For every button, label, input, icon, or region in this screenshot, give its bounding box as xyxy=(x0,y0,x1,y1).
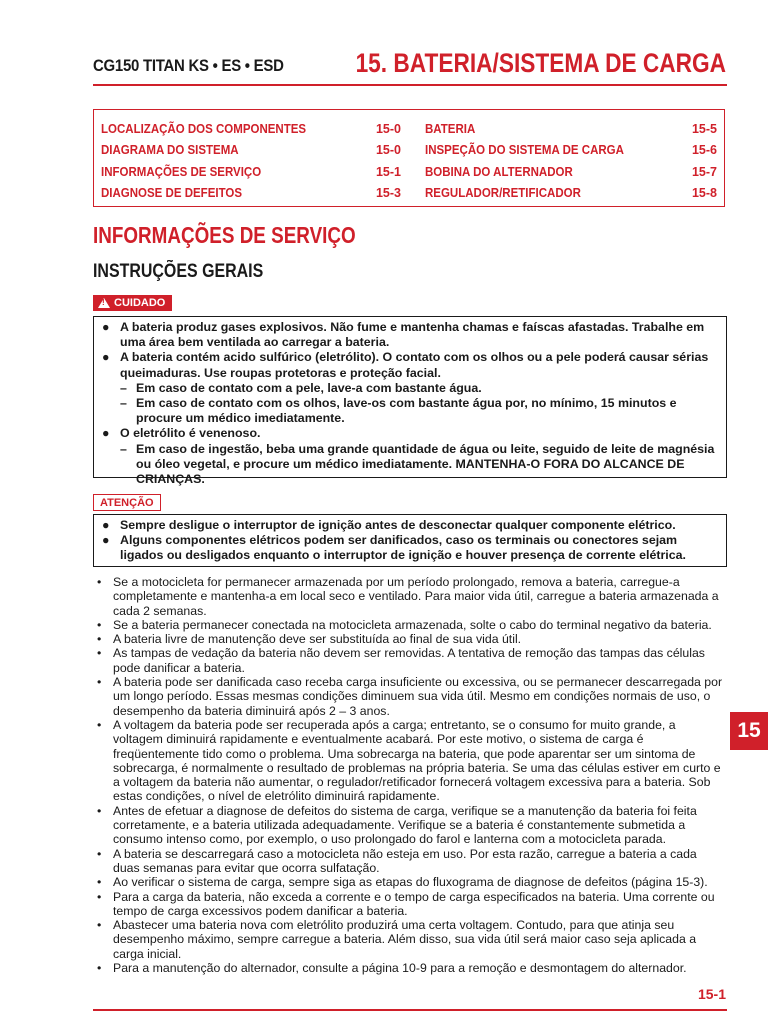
list-item xyxy=(93,918,723,961)
dash-marker: – xyxy=(120,441,127,456)
toc-entry[interactable] xyxy=(425,183,717,205)
caution-text: Em caso de contato com os olhos, lave-os com bastante água por, no mínimo, 15 minutos e procure um médico imediatamente. xyxy=(136,396,677,426)
attention-text: Sempre desligue o interruptor de ignição antes de desconectar qualquer componente elétrico. xyxy=(120,518,676,532)
bullet-icon: ● xyxy=(102,533,110,548)
instruction-list xyxy=(93,575,723,975)
toc-entry-page: 15-8 xyxy=(691,186,717,201)
chapter-tab[interactable]: 15 xyxy=(730,712,768,750)
toc-entry-page: 15-5 xyxy=(691,121,717,136)
toc-entry-page: 15-6 xyxy=(691,143,717,158)
dash-marker: – xyxy=(120,380,127,395)
header-divider xyxy=(93,84,727,86)
caution-label: CUIDADO xyxy=(114,297,166,309)
bullet-icon: ● xyxy=(102,350,110,365)
toc-entry-label: DIAGRAMA DO SISTEMA xyxy=(101,143,239,158)
attention-box xyxy=(93,514,727,567)
list-item xyxy=(93,961,723,975)
page-number: 15-1 xyxy=(697,986,726,1002)
caution-text: Em caso de ingestão, beba uma grande quantidade de água ou leite, seguido de leite de magnésia ou óleo vegetal, e procure um médico imediatamente. MANTENHA-O FORA DO ALCANCE DE CRIANÇAS. xyxy=(136,441,715,487)
bullet-icon: • xyxy=(97,889,102,904)
caution-text: A bateria contém acido sulfúrico (eletrólito). O contato com os olhos ou a pele poderá causar sérias queimaduras. Use roupas protetoras e proteção facial. xyxy=(120,350,709,380)
subsection-title: INSTRUÇÕES GERAIS xyxy=(93,261,264,282)
bullet-icon: • xyxy=(97,675,102,690)
caution-item xyxy=(102,426,718,441)
caution-subitem xyxy=(102,381,718,396)
list-item-text: Para a carga da bateria, não exceda a corrente e o tempo de carga especificados na bateria. Uma corrente ou tempo de carga excessivos podem danificar a bateria. xyxy=(113,889,715,918)
toc-entry-page: 15-7 xyxy=(691,164,717,179)
footer-divider xyxy=(93,1009,727,1011)
caution-box xyxy=(93,316,727,487)
caution-item xyxy=(102,350,718,380)
list-item xyxy=(93,890,723,919)
bullet-icon: • xyxy=(97,646,102,661)
table-of-contents xyxy=(93,109,725,207)
toc-entry-page: 15-3 xyxy=(375,186,401,201)
bullet-icon: • xyxy=(97,961,102,976)
toc-entry[interactable] xyxy=(425,118,717,140)
toc-entry[interactable] xyxy=(101,118,401,140)
toc-entry-page: 15-1 xyxy=(375,164,401,179)
list-item xyxy=(93,575,723,618)
model-name: CG150 TITAN KS • ES • ESD xyxy=(93,56,284,75)
toc-entry[interactable] xyxy=(425,161,717,183)
list-item xyxy=(93,804,723,847)
attention-item xyxy=(102,533,718,563)
list-item xyxy=(93,675,723,718)
attention-badge: ATENÇÃO xyxy=(93,494,161,511)
bullet-icon: • xyxy=(97,717,102,732)
list-item xyxy=(93,718,723,804)
section-title: INFORMAÇÕES DE SERVIÇO xyxy=(93,222,356,248)
caution-badge xyxy=(93,295,172,311)
list-item-text: Antes de efetuar a diagnose de defeitos do sistema de carga, verifique se a manutenção da bateria foi feita corretamente, e a bateria utilizada adequadamente. Verifique se a bateria é constantemente submetida a consumo intenso como, por exemplo, o uso prolongado do farol e lanterna com a motocicleta parada. xyxy=(113,803,697,847)
attention-item xyxy=(102,518,718,533)
toc-entry-page: 15-0 xyxy=(375,121,401,136)
caution-text: O eletrólito é venenoso. xyxy=(120,426,261,441)
bullet-icon: ● xyxy=(102,320,110,334)
bullet-icon: • xyxy=(97,875,102,890)
warning-triangle-icon xyxy=(98,298,110,308)
caution-item xyxy=(102,320,718,350)
toc-entry-label: INSPEÇÃO DO SISTEMA DE CARGA xyxy=(425,143,624,158)
bullet-icon: ● xyxy=(102,426,110,441)
attention-text: Alguns componentes elétricos podem ser danificados, caso os terminais ou conectores sejam ligados ou desligados enquanto o interruptor de ignição e houver presença de corrente elétrica. xyxy=(120,533,686,563)
dash-marker: – xyxy=(120,396,127,411)
caution-subitem xyxy=(102,396,718,426)
bullet-icon: • xyxy=(97,632,102,647)
list-item-text: A voltagem da bateria pode ser recuperada após a carga; entretanto, se o consumo for muito grande, a voltagem diminuirá rapidamente e eventualmente acabará. Por este motivo, o sistema de carga é freqüentemente tido como o problema. Uma sobrecarga na bateria, que pode aparentar ser um sintoma de sobrecarga, é normalmente o resultado de problemas na própria bateria. Se uma das células estiver em curto e a voltagem da bateria não aumentar, o regulador/retificador fornecerá voltagem excessiva para a bateria. Sob estas condições, o nível de eletrólito diminuirá rapidamente. xyxy=(113,717,721,804)
toc-entry-label: DIAGNOSE DE DEFEITOS xyxy=(101,186,243,201)
toc-entry-label: REGULADOR/RETIFICADOR xyxy=(425,186,581,201)
list-item-text: Para a manutenção do alternador, consulte a página 10-9 para a remoção e desmontagem do alternador. xyxy=(113,961,687,976)
bullet-icon: ● xyxy=(102,518,110,532)
toc-left-column xyxy=(101,118,401,204)
bullet-icon: • xyxy=(97,617,102,632)
list-item-text: Ao verificar o sistema de carga, sempre siga as etapas do fluxograma de diagnose de defeitos (página 15-3). xyxy=(113,875,708,890)
toc-right-column xyxy=(425,118,717,204)
toc-entry[interactable] xyxy=(425,140,717,162)
list-item-text: Se a motocicleta for permanecer armazenada por um período prolongado, remova a bateria, carregue-a completamente e mantenha-a em local seco e ventilado. Para maior vida útil, carregue a bateria armazenada a cada 2 semanas. xyxy=(113,575,719,618)
list-item-text: A bateria pode ser danificada caso receba carga insuficiente ou excessiva, ou se permanecer descarregada por um longo período. Essas mesmas condições diminuem sua vida útil. Mesmo em condições normais de uso, o desempenho da bateria diminuirá após 2 – 3 anos. xyxy=(113,675,723,718)
list-item-text: Se a bateria permanecer conectada na motocicleta armazenada, solte o cabo do terminal negativo da bateria. xyxy=(113,617,712,632)
bullet-icon: • xyxy=(97,575,102,589)
toc-entry[interactable] xyxy=(101,161,401,183)
list-item-text: As tampas de vedação da bateria não devem ser removidas. A tentativa de remoção das tampas das células pode danificar a bateria. xyxy=(113,646,705,675)
chapter-title: 15. BATERIA/SISTEMA DE CARGA xyxy=(355,48,726,78)
list-item xyxy=(93,618,723,632)
caution-subitem xyxy=(102,442,718,488)
bullet-icon: • xyxy=(97,803,102,818)
toc-entry[interactable] xyxy=(101,140,401,162)
list-item xyxy=(93,875,723,889)
bullet-icon: • xyxy=(97,846,102,861)
bullet-icon: • xyxy=(97,918,102,933)
toc-entry-label: BOBINA DO ALTERNADOR xyxy=(425,164,573,179)
toc-entry-label: INFORMAÇÕES DE SERVIÇO xyxy=(101,164,262,179)
caution-text: A bateria produz gases explosivos. Não fume e mantenha chamas e faíscas afastadas. Trabalhe em uma área bem ventilada ao carregar a bateria. xyxy=(120,320,705,350)
list-item xyxy=(93,646,723,675)
list-item-text: A bateria livre de manutenção deve ser substituída ao final de sua vida útil. xyxy=(113,632,522,647)
toc-entry-label: BATERIA xyxy=(425,121,476,136)
list-item-text: Abastecer uma bateria nova com eletrólito produzirá uma certa voltagem. Contudo, para que atinja seu desempenho máximo, sempre carregue a bateria. Além disso, sua vida útil será maior caso seja aplicada a carga inicial. xyxy=(113,918,697,961)
toc-entry-label: LOCALIZAÇÃO DOS COMPONENTES xyxy=(101,121,307,136)
toc-entry[interactable] xyxy=(101,183,401,205)
caution-text: Em caso de contato com a pele, lave-a com bastante água. xyxy=(136,380,482,395)
list-item xyxy=(93,847,723,876)
toc-entry-page: 15-0 xyxy=(375,143,401,158)
list-item-text: A bateria se descarregará caso a motocicleta não esteja em uso. Por esta razão, carregue a bateria a cada duas semanas para evitar que ocorra sulfatação. xyxy=(113,846,697,875)
list-item xyxy=(93,632,723,646)
